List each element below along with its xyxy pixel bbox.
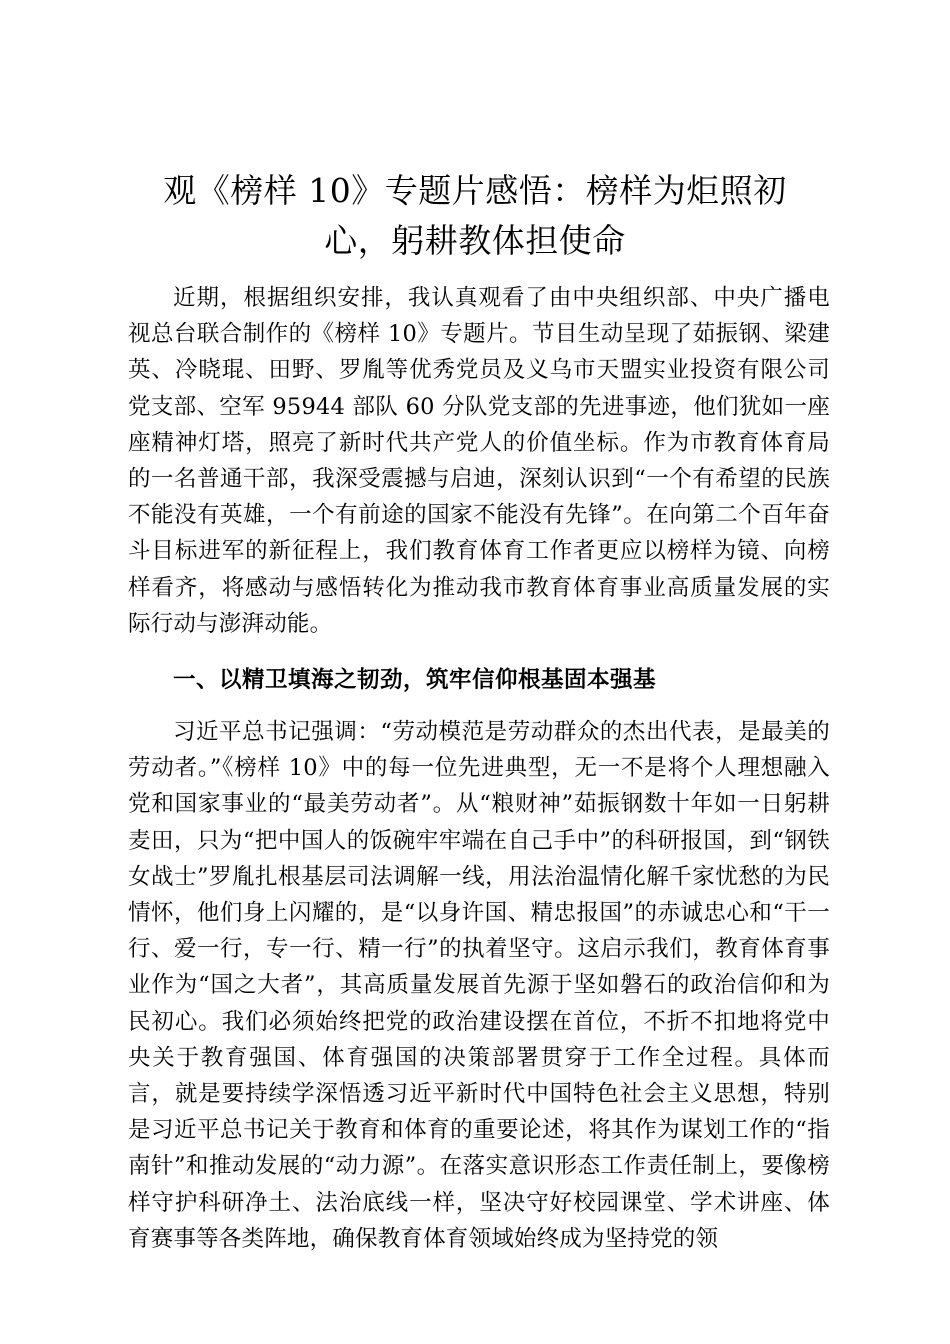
section-1-paragraph: 习近平总书记强调：“劳动模范是劳动群众的杰出代表，是最美的劳动者。”《榜样 10》中的每一位先进典型，无一不是将个人理想融入党和国家事业的“最美劳动者”。从“粮财神”茹振钢数十年如一日躬耕麦田，只为“把中国人的饭碗牢牢端在自己手中”的科研报国，到“钢铁女战士”罗胤扎根基层司法调解一线，用法治温情化解千家忧愁的为民情怀，他们身上闪耀的，是“以身许国、精忠报国”的赤诚忠心和“干一行、爱一行，专一行、精一行”的执着坚守。这启示我们，教育体育事业作为“国之大者”，其高质量发展首先源于坚如磐石的政治信仰和为民初心。我们必须始终把党的政治建设摆在首位，不折不扣地将党中央关于教育强国、体育强国的决策部署贯穿于工作全过程。具体而言，就是要持续学深悟透习近平新时代中国特色社会主义思想，特别是习近平总书记关于教育和体育的重要论述，将其作为谋划工作的“指南针”和推动发展的“动力源”。在落实意识形态工作责任制上，要像榜样守护科研净土、法治底线一样，坚决守好校园课堂、学术讲座、体育赛事等各类阵地，确保教育体育领域始终成为坚持党的领 [128, 719, 830, 1252]
document-body [128, 280, 830, 1257]
intro-paragraph: 近期，根据组织安排，我认真观看了由中央组织部、中央广播电视总台联合制作的《榜样 10》专题片。节目生动呈现了茹振钢、梁建英、冷晓琨、田野、罗胤等优秀党员及义乌市天盟实业投资有限公司党支部、空军 95944 部队 60 分队党支部的先进事迹，他们犹如一座座精神灯塔，照亮了新时代共产党人的价值坐标。作为市教育体育局的一名普通干部，我深受震撼与启迪，深刻认识到“一个有希望的民族不能没有英雄，一个有前途的国家不能没有先锋”。在向第二个百年奋斗目标进军的新征程上，我们教育体育工作者更应以榜样为镜、向榜样看齐，将感动与感悟转化为推动我市教育体育事业高质量发展的实际行动与澎湃动能。 [128, 285, 830, 637]
title-line-1: 观《榜样 10》专题片感悟：榜样为炬照初 [163, 171, 787, 210]
document-title [120, 166, 830, 266]
section-heading-1: 一、以精卫填海之韧劲，筑牢信仰根基固本强基 [173, 667, 657, 694]
title-line-2: 心，躬耕教体担使命 [324, 221, 626, 260]
